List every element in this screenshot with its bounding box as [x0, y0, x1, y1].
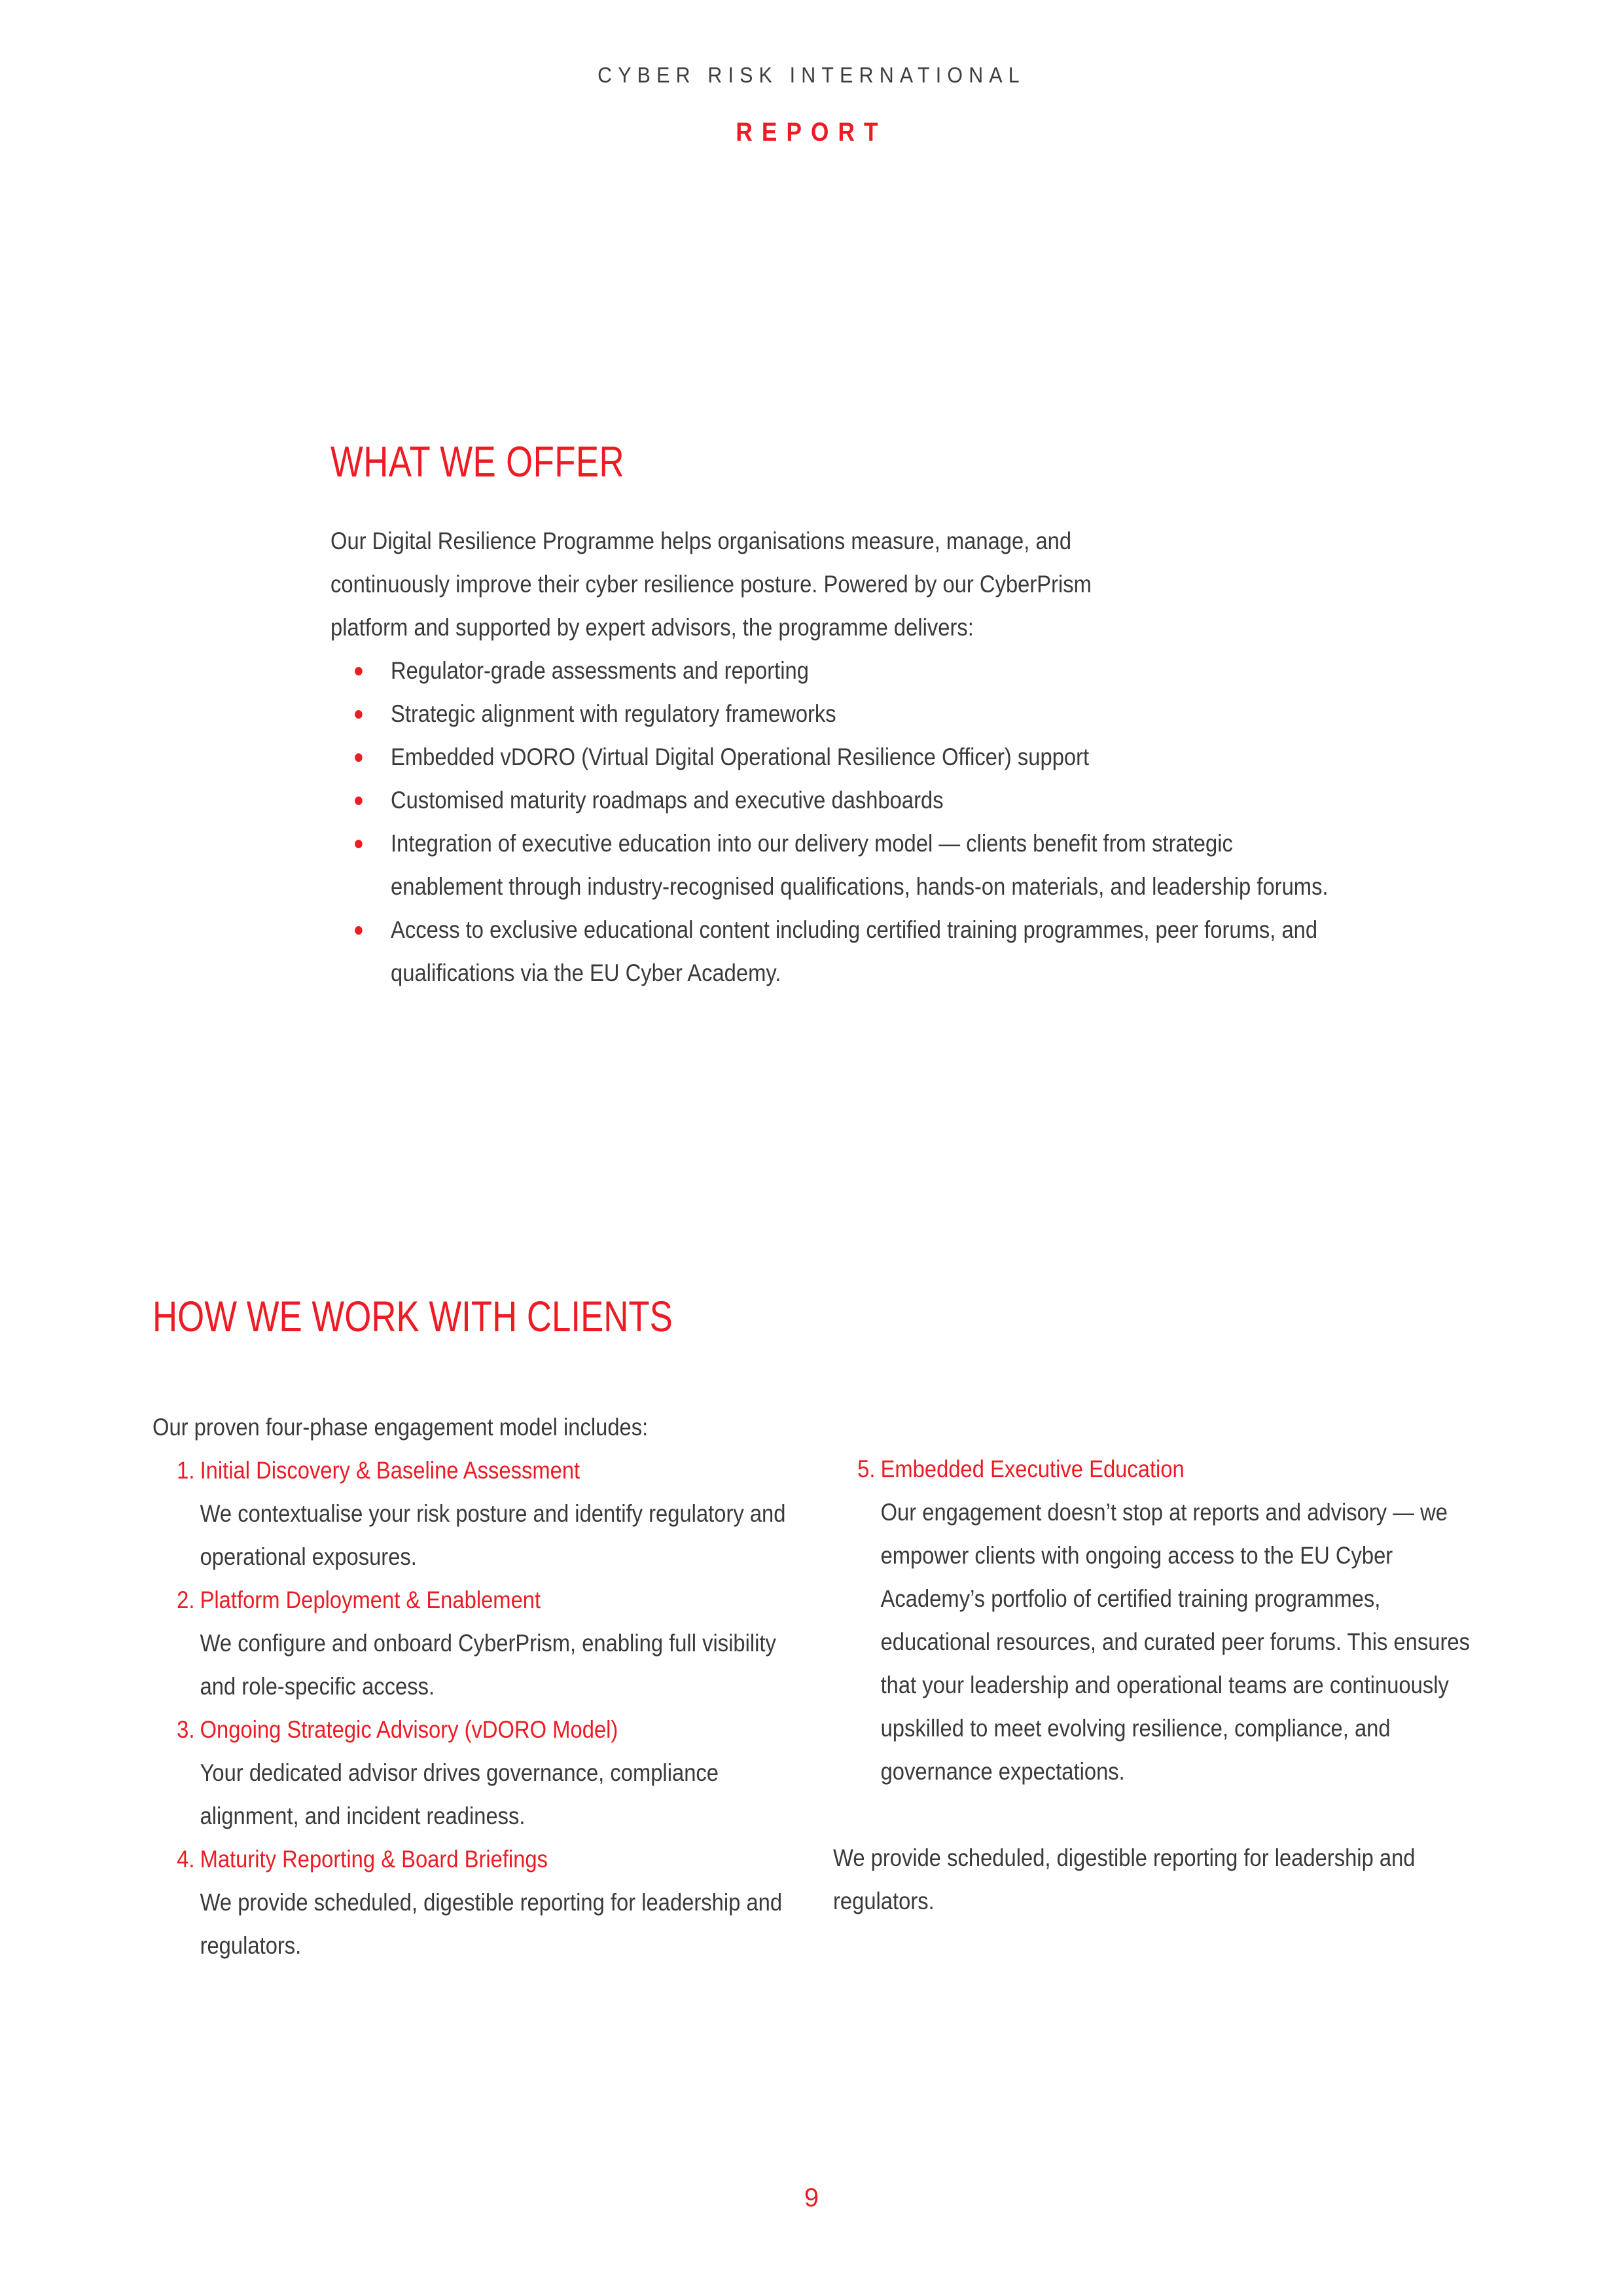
closing-paragraph: We provide scheduled, digestible reporting for leadership and regulators. — [833, 1844, 1416, 1914]
list-item — [350, 779, 1350, 822]
bullet-dot-icon — [355, 667, 363, 675]
offer-intro-paragraph: Our Digital Resilience Programme helps organisations measure, manage, and continuously improve their cyber resilience posture. Powered by our CyberPrism platform and supported by expert advisors, the programme delivers: — [330, 528, 1092, 641]
list-item — [152, 1579, 795, 1708]
phase-description: We configure and onboard CyberPrism, enabling full visibility and role-specific access. — [200, 1630, 776, 1700]
list-item — [152, 1838, 795, 1967]
brand-name: CYBER RISK INTERNATIONAL — [597, 63, 1026, 87]
phase-title: Ongoing Strategic Advisory (vDORO Model) — [200, 1716, 618, 1743]
bullet-dot-icon — [355, 753, 363, 762]
engagement-phase-list-right — [833, 1448, 1476, 1793]
list-item — [350, 649, 1350, 692]
column-right — [833, 1406, 1474, 1967]
phase-number: 3. — [177, 1716, 195, 1743]
phase-title: Embedded Executive Education — [880, 1456, 1185, 1482]
list-item — [152, 1708, 795, 1838]
bullet-dot-icon — [355, 797, 363, 805]
list-item — [350, 692, 1350, 736]
list-item-text: Customised maturity roadmaps and executive dashboards — [391, 787, 944, 814]
phase-number: 4. — [177, 1846, 195, 1873]
section-how-we-work — [152, 1292, 803, 1340]
phase-title: Initial Discovery & Baseline Assessment — [200, 1457, 580, 1484]
list-item-text: Access to exclusive educational content including certified training programmes, peer forums, and qualifications via the EU Cyber Academy. — [391, 916, 1318, 986]
two-column-body — [152, 1406, 1474, 1967]
column-left — [152, 1406, 794, 1967]
list-item-text: Regulator-grade assessments and reporting — [391, 657, 809, 684]
phase-number: 2. — [177, 1587, 195, 1613]
phase-number: 1. — [177, 1457, 195, 1484]
page-number: 9 — [804, 2183, 819, 2212]
bullet-dot-icon — [355, 926, 363, 935]
section-heading-what-we-offer: WHAT WE OFFER — [330, 437, 625, 486]
offer-bullet-list — [330, 649, 1350, 995]
how-we-work-intro: Our proven four-phase engagement model includes: — [152, 1414, 649, 1441]
list-item — [350, 908, 1350, 995]
list-item-text: Strategic alignment with regulatory frameworks — [391, 700, 836, 727]
list-item — [350, 736, 1350, 779]
section-heading-how-we-work: HOW WE WORK WITH CLIENTS — [152, 1292, 673, 1340]
list-item — [350, 822, 1350, 908]
phase-title: Platform Deployment & Enablement — [200, 1587, 541, 1613]
list-item — [152, 1449, 795, 1579]
bullet-dot-icon — [355, 840, 363, 848]
phase-description: Our engagement doesn’t stop at reports and advisory — we empower clients with ongoing access to the EU Cyber Academy’s portfolio of certified training programmes, educational resources, and curated peer forums. This ensures that your leadership and operational teams are continuously upskilled to meet evolving resilience, compliance, and governance expectations. — [880, 1499, 1470, 1785]
bullet-dot-icon — [355, 710, 363, 719]
section-what-we-offer — [330, 437, 1351, 995]
document-type-label: REPORT — [736, 118, 887, 147]
phase-description: We provide scheduled, digestible reporting for leadership and regulators. — [200, 1889, 783, 1959]
list-item-text: Integration of executive education into our delivery model — clients benefit from strategic enablement through industry-recognised qualifications, hands-on materials, and leadership forums. — [391, 830, 1329, 900]
engagement-phase-list-left — [152, 1449, 795, 1967]
document-header — [0, 63, 1623, 147]
list-item — [833, 1448, 1476, 1793]
list-item-text: Embedded vDORO (Virtual Digital Operational Resilience Officer) support — [391, 744, 1090, 770]
phase-number: 5. — [857, 1456, 876, 1482]
phase-description: Your dedicated advisor drives governance, compliance alignment, and incident readiness. — [200, 1759, 719, 1829]
phase-title: Maturity Reporting & Board Briefings — [200, 1846, 548, 1873]
phase-description: We contextualise your risk posture and identify regulatory and operational exposures. — [200, 1500, 786, 1570]
